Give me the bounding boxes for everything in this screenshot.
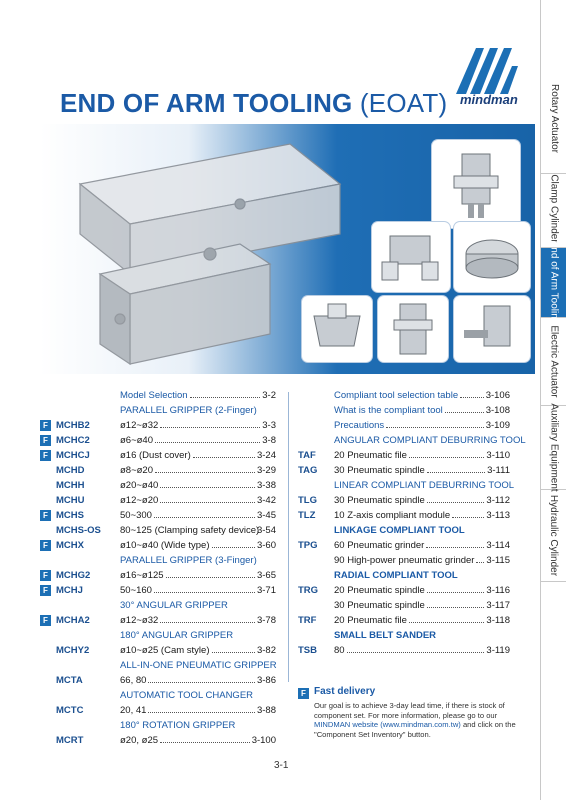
list-item [40, 718, 276, 733]
page-reference[interactable]: 3-86 [256, 675, 276, 686]
list-item [40, 448, 276, 463]
item-description: 50~300 [120, 510, 152, 521]
list-item [298, 508, 510, 523]
title-main: END OF ARM TOOLING [60, 88, 353, 118]
item-description: 20 Pneumatic file [334, 615, 407, 626]
leader-dots [148, 673, 255, 683]
page-number: 3-1 [274, 760, 289, 771]
side-tab-label: Hydraulic Cylinder [548, 494, 560, 577]
list-item [298, 493, 510, 508]
list-item [40, 628, 276, 643]
product-panel-3 [454, 222, 530, 292]
item-description: 90 High-power pneumatic grinder [334, 555, 475, 566]
model-code: TLG [298, 495, 317, 506]
item-description: Model Selection [120, 390, 188, 401]
list-item [40, 643, 276, 658]
list-item [40, 688, 276, 703]
list-item [298, 523, 510, 538]
fast-delivery-line-4: "Component Set Inventory" button. [314, 729, 431, 739]
list-item [40, 583, 276, 598]
hero-image [40, 124, 535, 374]
model-code: MCHU [56, 495, 85, 506]
title-paren: (EOAT) [359, 88, 448, 118]
list-item [298, 538, 510, 553]
fast-delivery-line-1: Our goal is to achieve 3-day lead time, if there is stock of [314, 701, 505, 710]
page-reference[interactable]: 3-78 [256, 615, 276, 626]
item-description: PARALLEL GRIPPER (3-Finger) [120, 555, 257, 566]
page-reference[interactable]: 3-24 [256, 450, 276, 461]
model-code: TLZ [298, 510, 316, 521]
page-reference[interactable]: 3-109 [485, 420, 510, 431]
side-tab[interactable] [541, 403, 566, 492]
item-description: 30 Pneumatic spindle [334, 495, 425, 506]
model-code: TPG [298, 540, 318, 551]
leader-dots [166, 568, 255, 578]
item-description: ø6~ø40 [120, 435, 154, 446]
leader-dots [190, 388, 260, 398]
model-code: TAG [298, 465, 318, 476]
page-reference[interactable]: 3-29 [256, 465, 276, 476]
page-reference[interactable]: 3-2 [262, 390, 276, 401]
leader-dots [386, 418, 484, 428]
page-reference[interactable]: 3-111 [487, 465, 510, 476]
leader-dots [427, 583, 484, 593]
side-tab-bar [540, 0, 566, 800]
fast-delivery-badge-icon: F [40, 510, 51, 521]
list-item [298, 598, 510, 613]
side-tab-label: Auxiliary Equipment [548, 403, 560, 492]
model-code: TAF [298, 450, 316, 461]
leader-dots [154, 583, 255, 593]
model-code: MCHB2 [56, 420, 90, 431]
model-code: MCHCJ [56, 450, 90, 461]
item-description: 20 Pneumatic spindle [334, 585, 425, 596]
item-description: Precautions [334, 420, 385, 431]
page-reference[interactable]: 3-118 [486, 615, 510, 626]
page-reference[interactable]: 3-60 [256, 540, 276, 551]
fast-delivery-badge-icon: F [40, 585, 51, 596]
item-description: 30 Pneumatic spindle [334, 465, 425, 476]
list-item [298, 403, 510, 418]
item-description: AUTOMATIC TOOL CHANGER [120, 690, 254, 701]
item-description: ø12~ø32 [120, 615, 159, 626]
list-item [40, 388, 276, 403]
side-tab[interactable] [541, 64, 566, 174]
left-product-list [40, 388, 276, 748]
item-description: What is the compliant tool [334, 405, 443, 416]
leader-dots [347, 643, 484, 653]
leader-dots [409, 613, 484, 623]
list-item [298, 433, 526, 448]
fast-delivery-line-3-rest: and click on the [460, 720, 516, 730]
model-code: MCRT [56, 735, 84, 746]
page-reference[interactable]: 3-119 [486, 645, 510, 656]
model-code: MCTA [56, 675, 83, 686]
list-item [298, 553, 510, 568]
column-divider [288, 392, 289, 682]
model-code: MCHX [56, 540, 84, 551]
page-reference[interactable]: 3-71 [256, 585, 276, 596]
list-item [298, 568, 510, 583]
list-item [40, 418, 276, 433]
item-description: LINEAR COMPLIANT DEBURRING TOOL [334, 480, 515, 491]
leader-dots [212, 538, 255, 548]
leader-dots [154, 508, 255, 518]
side-tab-label: End of Arm Tooling [548, 240, 560, 325]
fast-delivery-badge-icon: F [40, 450, 51, 461]
list-item [40, 613, 276, 628]
item-description: ø16 (Dust cover) [120, 450, 191, 461]
list-item [40, 403, 276, 418]
item-description: PARALLEL GRIPPER (2-Finger) [120, 405, 257, 416]
model-code: MCHY2 [56, 645, 90, 656]
leader-dots [160, 493, 255, 503]
item-description: 180° ROTATION GRIPPER [120, 720, 236, 731]
page-reference[interactable]: 3-117 [486, 600, 510, 611]
leader-dots [160, 613, 255, 623]
list-item [40, 478, 276, 493]
list-item [298, 388, 510, 403]
page-reference[interactable]: 3-42 [256, 495, 276, 506]
page-reference[interactable]: 3-8 [262, 435, 276, 446]
leader-dots [193, 448, 255, 458]
fast-delivery-badge-icon: F [40, 435, 51, 446]
leader-dots [426, 538, 484, 548]
model-code: MCHH [56, 480, 85, 491]
list-item [40, 733, 276, 748]
side-tab[interactable] [541, 170, 566, 248]
model-code: TSB [298, 645, 317, 656]
model-code: MCHJ [56, 585, 83, 596]
list-item [40, 493, 276, 508]
item-description: ALL-IN-ONE PNEUMATIC GRIPPER [120, 660, 277, 671]
model-code: MCHD [56, 465, 85, 476]
list-item [40, 673, 276, 688]
side-tab[interactable] [541, 490, 566, 582]
model-code: TRF [298, 615, 317, 626]
page-title [60, 88, 447, 119]
leader-dots [452, 508, 484, 518]
product-panel-4 [302, 296, 372, 362]
leader-dots [148, 703, 255, 713]
page-reference[interactable]: 3-108 [485, 405, 510, 416]
model-code: MCHS [56, 510, 84, 521]
brand-name: mindman [460, 92, 518, 107]
leader-dots [445, 403, 484, 413]
list-item [40, 658, 276, 673]
item-description: 60 Pneumatic grinder [334, 540, 425, 551]
model-code: MCHC2 [56, 435, 90, 446]
model-code: MCHS-OS [56, 525, 101, 536]
page-reference[interactable]: 3-110 [486, 450, 510, 461]
model-code: TRG [298, 585, 319, 596]
page-reference[interactable]: 3-82 [256, 645, 276, 656]
product-panel-2 [372, 222, 450, 292]
item-description: ø12~ø32 [120, 420, 159, 431]
leader-dots [160, 733, 250, 743]
leader-dots [155, 463, 255, 473]
list-item [298, 418, 510, 433]
list-item [40, 553, 276, 568]
item-description: 80 [334, 645, 345, 656]
list-item [298, 463, 510, 478]
side-tab-label: Clamp Cylinder [548, 174, 560, 243]
list-item [298, 448, 510, 463]
item-description: ø20, ø25 [120, 735, 159, 746]
leader-dots [427, 463, 485, 473]
page-reference[interactable]: 3-113 [486, 510, 510, 521]
page-reference[interactable]: 3-54 [256, 525, 276, 536]
leader-dots [460, 388, 484, 398]
fast-delivery-badge: F [298, 688, 309, 699]
list-item [298, 613, 510, 628]
leader-dots [212, 643, 255, 653]
list-item [298, 628, 510, 643]
fast-delivery-line-2: component set. For more information, please go to our [314, 710, 498, 720]
model-code: MCHG2 [56, 570, 91, 581]
page-reference[interactable]: 3-3 [262, 420, 276, 431]
item-description: 10 Z-axis compliant module [334, 510, 451, 521]
list-item [40, 598, 276, 613]
item-description: SMALL BELT SANDER [334, 630, 437, 641]
item-description: ø10~ø40 (Wide type) [120, 540, 210, 551]
item-description: 20 Pneumatic file [334, 450, 407, 461]
item-description: 20, 41 [120, 705, 147, 716]
leader-dots [160, 478, 255, 488]
item-description: 80~125 (Clamping safety device) [120, 525, 260, 536]
right-product-list [298, 388, 526, 658]
list-item [298, 643, 510, 658]
list-item [298, 583, 510, 598]
side-tab[interactable] [541, 240, 566, 325]
item-description: 30° ANGULAR GRIPPER [120, 600, 228, 611]
item-description: ø20~ø40 [120, 480, 159, 491]
page-reference[interactable]: 3-114 [486, 540, 510, 551]
item-description: ø16~ø125 [120, 570, 164, 581]
leader-dots [476, 553, 484, 563]
list-item [40, 508, 276, 523]
page-reference[interactable]: 3-115 [486, 555, 510, 566]
item-description: 66, 80 [120, 675, 147, 686]
model-code: MCHA2 [56, 615, 90, 626]
fast-delivery-badge-icon: F [40, 570, 51, 581]
page-reference[interactable]: 3-116 [486, 585, 510, 596]
product-panel-5 [378, 296, 448, 362]
leader-dots [427, 493, 484, 503]
model-code: MCTC [56, 705, 84, 716]
side-tab-label: Rotary Actuator [548, 84, 560, 153]
leader-dots [160, 418, 260, 428]
item-description: ø8~ø20 [120, 465, 154, 476]
product-panel-6 [454, 296, 530, 362]
item-description: 30 Pneumatic spindle [334, 600, 425, 611]
list-item [40, 568, 276, 583]
side-tab[interactable] [541, 318, 566, 406]
item-description: LINKAGE COMPLIANT TOOL [334, 525, 465, 536]
leader-dots [409, 448, 484, 458]
list-item [298, 478, 515, 493]
page-reference[interactable]: 3-45 [256, 510, 276, 521]
list-item [40, 703, 276, 718]
fast-delivery-badge-icon: F [40, 540, 51, 551]
list-item [40, 463, 276, 478]
item-description: RADIAL COMPLIANT TOOL [334, 570, 458, 581]
list-item [40, 538, 276, 553]
fast-delivery-title: Fast delivery [314, 686, 376, 697]
fast-delivery-badge-icon: F [40, 420, 51, 431]
leader-dots [155, 433, 260, 443]
item-description: 50~160 [120, 585, 152, 596]
page-reference[interactable]: 3-100 [251, 735, 276, 746]
page-reference[interactable]: 3-106 [485, 390, 510, 401]
page-reference[interactable]: 3-65 [256, 570, 276, 581]
list-item [40, 523, 276, 538]
side-tab-label: Electric Actuator [548, 325, 560, 398]
leader-dots [427, 598, 484, 608]
item-description: ø10~ø25 (Cam style) [120, 645, 210, 656]
mindman-website-link[interactable]: MINDMAN website (www.mindman.com.tw) [314, 720, 461, 730]
fast-delivery-text [314, 701, 536, 739]
page-reference[interactable]: 3-88 [256, 705, 276, 716]
item-description: 180° ANGULAR GRIPPER [120, 630, 234, 641]
product-panel-1 [432, 140, 520, 228]
fast-delivery-badge-icon: F [40, 615, 51, 626]
item-description: Compliant tool selection table [334, 390, 459, 401]
page-reference[interactable]: 3-38 [256, 480, 276, 491]
fast-delivery-line-3 [314, 720, 536, 730]
item-description: ANGULAR COMPLIANT DEBURRING TOOL [334, 435, 526, 446]
list-item [40, 433, 276, 448]
page-reference[interactable]: 3-112 [486, 495, 510, 506]
item-description: ø12~ø20 [120, 495, 159, 506]
